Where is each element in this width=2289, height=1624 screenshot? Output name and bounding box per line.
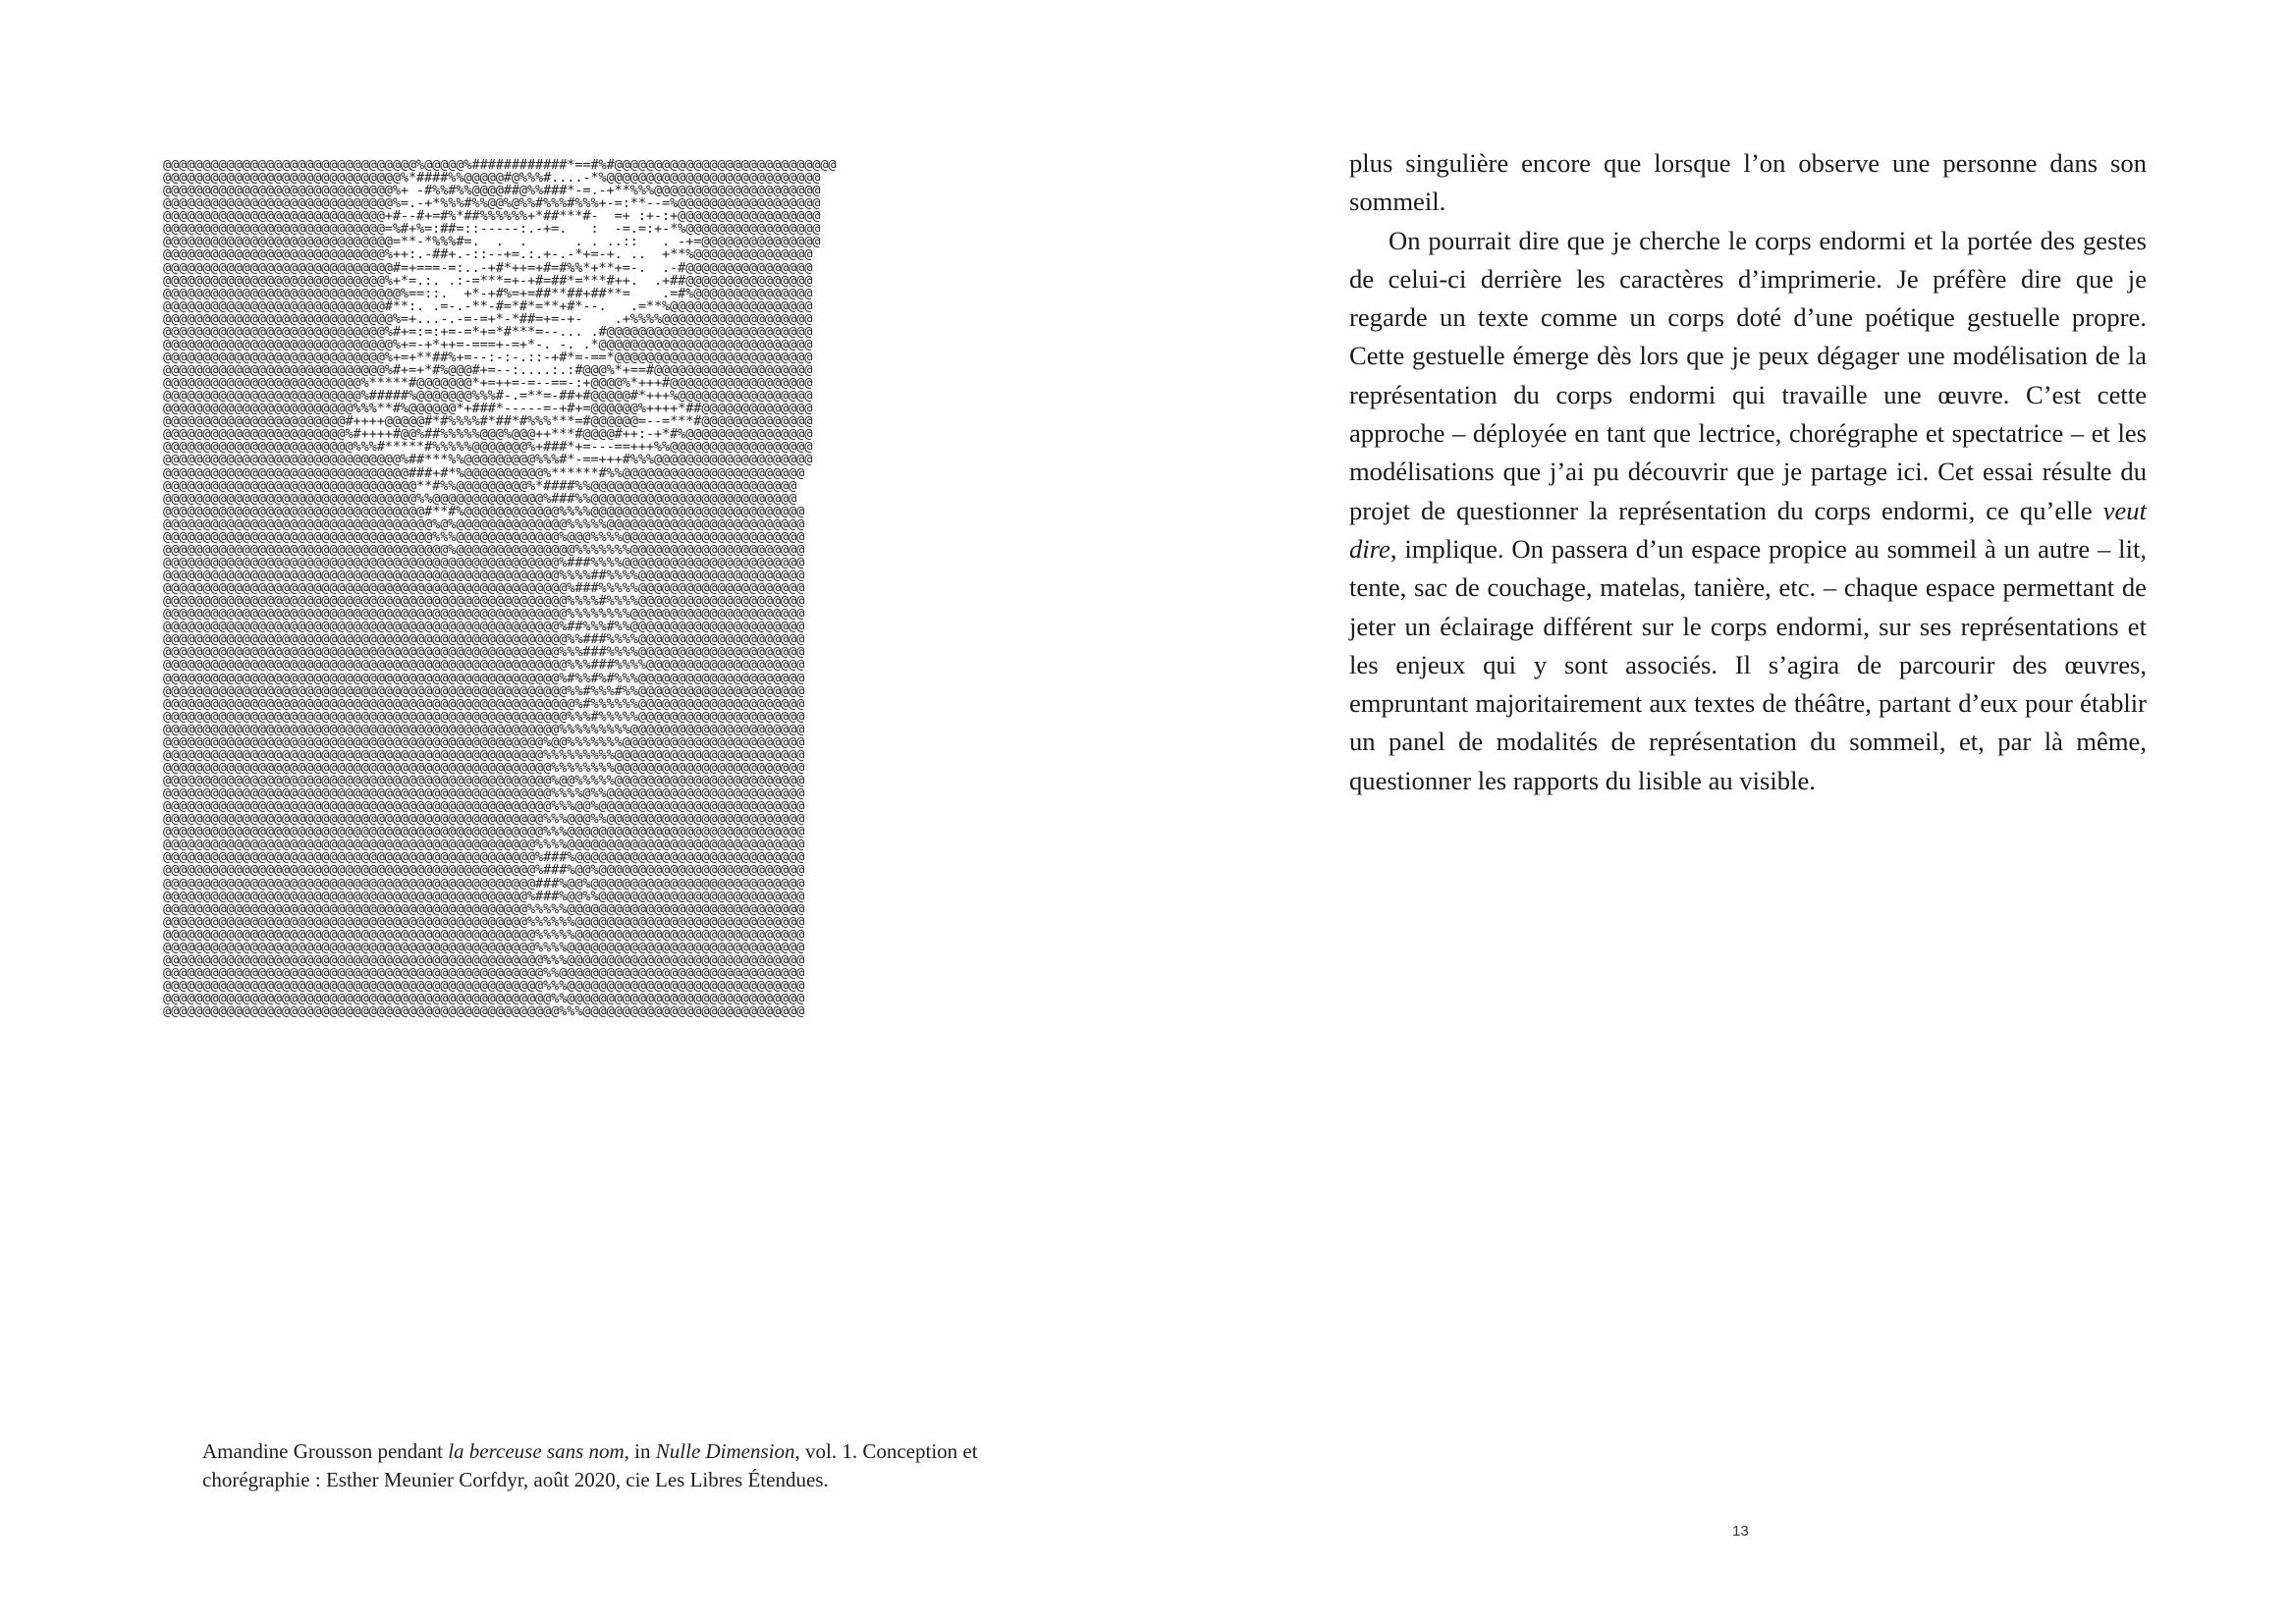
body-text <box>1349 144 2147 800</box>
left-page <box>0 0 1144 1624</box>
paragraph <box>1349 222 2147 800</box>
ascii-art-image: @@@@@@@@@@@@@@@@@@@@@@@@@@@@@@@@%@@@@@%############*==#%#@@@@@@@@@@@@@@@@@@@@@@@@@@@@ @@@@@@@@@@@@@@@@@@@@@@@@@@@@@@%*####%%@@@@@#@%%%#....-*%@@@@@@@@@@@@@@@@@@@@@@@@@@@ @@@@@@@@@@@@@@@@@@@@@@@@@@@@@%+ -#%%#%%@@@@##@%%###*-=.-+**%%%@@@@@@@@@@@@@@@@@@@@@ @@@@@@@@@@@@@@@@@@@@@@@@@@@@@%=.-+*%%%#%%@@%@%%#%%%#%%%+-=:**--=%@@@@@@@@@@@@@@@@@@ @@@@@@@@@@@@@@@@@@@@@@@@@@@@+#--#+=#%*##%%%%%%+*##***#- =+ :+-:+@@@@@@@@@@@@@@@@@@ @@@@@@@@@@@@@@@@@@@@@@@@@@@@=%#+%=:##=::-----:.-+=. : -=.=:+-*%@@@@@@@@@@@@@@@@@ @@@@@@@@@@@@@@@@@@@@@@@@@@@@@=**-*%%%#=. . . . . ..:: . -+=@@@@@@@@@@@@@@@ @@@@@@@@@@@@@@@@@@@@@@@@@@@@%++:.-##+.-::--+=.:.+-.-*+=-+. .. +**%@@@@@@@@@@@@@@@ @@@@@@@@@@@@@@@@@@@@@@@@@@@@@#=+===-=:..-+#*++=+#=#%%*+**+=-. .-#@@@@@@@@@@@@@@@@ @@@@@@@@@@@@@@@@@@@@@@@@@@@@%+*=.:. .:-=***=+-+#=##*=***#++. .+##@@@@@@@@@@@@@@@@ @@@@@@@@@@@@@@@@@@@@@@@@@@@@@@%==::. +*-+#%=+=##**##+##**= .=#%@@@@@@@@@@@@@@@ @@@@@@@@@@@@@@@@@@@@@@@@@@@@#**:. .=-.-**-#=*#*=**+#*--. .=**%@@@@@@@@@@@@@@@@@@ @@@@@@@@@@@@@@@@@@@@@@@@@@@@@%=+...-.-=-=+*-*##=+=-+- .+%%%%@@@@@@@@@@@@@@@@@@@ @@@@@@@@@@@@@@@@@@@@@@@@@@@@%#+=:=:+=-=*+=*#***=--... .#@@@@@@@@@@@@@@@@@@@@@@@@@@ @@@@@@@@@@@@@@@@@@@@@@@@@@@@@%+=-+*++=-===+-=+*-. -. .*@@@@@@@@@@@@@@@@@@@@@@@@@@@ @@@@@@@@@@@@@@@@@@@@@@@@@@@@%+=+**##%+=--:-:-.::-+#*=-==*@@@@@@@@@@@@@@@@@@@@@@@@@ @@@@@@@@@@@@@@@@@@@@@@@@@@@@%#+=+*#%@@@#+=--:....:.:#@@@%*+==#@@@@@@@@@@@@@@@@@@@@ @@@@@@@@@@@@@@@@@@@@@@@@@%*****#@@@@@@@*+=++=-=--==-:+@@@@%*+++#@@@@@@@@@@@@@@@@@@ @@@@@@@@@@@@@@@@@@@@@@@@@%#####%@@@@@@@%%%#-.=**=-##+#@@@@@#*+++%@@@@@@@@@@@@@@@@@ @@@@@@@@@@@@@@@@@@@@@@@@%%%**#%@@@@@@*+###*-----=-+#+=@@@@@@%++++*##@@@@@@@@@@@@@@ @@@@@@@@@@@@@@@@@@@@@@@#++++@@@@@#*#%%%%#*##*#%%%***=#@@@@@@=--=***#@@@@@@@@@@@@@@ @@@@@@@@@@@@@@@@@@@@@@@%#++++#@@%##%%%%%@@@%@@@++***#@@@@#++:-+*#%@@@@@@@@@@@@@@@@ @@@@@@@@@@@@@@@@@@@@@@@@%%%#*****#%%%%%@@@@@@@%+###*+=---==+++%%@@@@@@@@@@@@@@@@@@ @@@@@@@@@@@@@@@@@@@@@@@@@@@@@@%##***%%@@@@@@@@@%%%#*-==+++#%%%@@@@@@@@@@@@@@@@@@@@ @@@@@@@@@@@@@@@@@@@@@@@@@@@@@@@###+#*%@@@@@@@@@@%******#%%@@@@@@@@@@@@@@@@@@@@@@@ @@@@@@@@@@@@@@@@@@@@@@@@@@@@@@@@**#%%@@@@@@@@@%*####%%@@@@@@@@@@@@@@@@@@@@@@@@@@ @@@@@@@@@@@@@@@@@@@@@@@@@@@@@@@@%%@@@@@@@@@@@@@@%###%%@@@@@@@@@@@@@@@@@@@@@@@@@@ @@@@@@@@@@@@@@@@@@@@@@@@@@@@@@@@@#**#%@@@@@@@@@@@@%%%%@@@@@@@@@@@@@@@@@@@@@@@@@@@ @@@@@@@@@@@@@@@@@@@@@@@@@@@@@@@@@@%@%@@@@@@@@@@@@@@%%%%%@@@@@@@@@@@@@@@@@@@@@@@@@ @@@@@@@@@@@@@@@@@@@@@@@@@@@@@@@@@@%%%@@@@@@@@@@@@@%@@@%%%%@@@@@@@@@@@@@@@@@@@@@@@ @@@@@@@@@@@@@@@@@@@@@@@@@@@@@@@@@@@@%@@@@@@@@@@@@@@@%%%%%%%@@@@@@@@@@@@@@@@@@@@@@ @@@@@@@@@@@@@@@@@@@@@@@@@@@@@@@@@@@@@@@@@@@@@@@@@@%###%%%%@@@@@@@@@@@@@@@@@@@@@@@ @@@@@@@@@@@@@@@@@@@@@@@@@@@@@@@@@@@@@@@@@@@@@@@@@@%%%%##%%%%@@@@@@@@@@@@@@@@@@@@@ @@@@@@@@@@@@@@@@@@@@@@@@@@@@@@@@@@@@@@@@@@@@@@@@@@@%###%%%%%@@@@@@@@@@@@@@@@@@@@@ @@@@@@@@@@@@@@@@@@@@@@@@@@@@@@@@@@@@@@@@@@@@@@@@@@@%%%%#%%%%@@@@@@@@@@@@@@@@@@@@@ @@@@@@@@@@@@@@@@@@@@@@@@@@@@@@@@@@@@@@@@@@@@@@@@@@@%%%%%%%%@@@@@@@@@@@@@@@@@@@@@@ @@@@@@@@@@@@@@@@@@@@@@@@@@@@@@@@@@@@@@@@@@@@@@@@@@%##%%%#%%@@@@@@@@@@@@@@@@@@@@@@ @@@@@@@@@@@@@@@@@@@@@@@@@@@@@@@@@@@@@@@@@@@@@@@@@@@%%###%%%%@@@@@@@@@@@@@@@@@@@@@ @@@@@@@@@@@@@@@@@@@@@@@@@@@@@@@@@@@@@@@@@@@@@@@@@@%%%###%%%%@@@@@@@@@@@@@@@@@@@@@ @@@@@@@@@@@@@@@@@@@@@@@@@@@@@@@@@@@@@@@@@@@@@@@@@@@%%%###%%%%@@@@@@@@@@@@@@@@@@@@ @@@@@@@@@@@@@@@@@@@@@@@@@@@@@@@@@@@@@@@@@@@@@@@@@@%#%%#%#%%%@@@@@@@@@@@@@@@@@@@@@ @@@@@@@@@@@@@@@@@@@@@@@@@@@@@@@@@@@@@@@@@@@@@@@@@@@%%#%%%#%%@@@@@@@@@@@@@@@@@@@@@ @@@@@@@@@@@@@@@@@@@@@@@@@@@@@@@@@@@@@@@@@@@@@@@@@@@@%#%%%%%%@@@@@@@@@@@@@@@@@@@@@ @@@@@@@@@@@@@@@@@@@@@@@@@@@@@@@@@@@@@@@@@@@@@@@@@@@%%%#%%%%%@@@@@@@@@@@@@@@@@@@@@ @@@@@@@@@@@@@@@@@@@@@@@@@@@@@@@@@@@@@@@@@@@@@@@@@@%%%%%%%%%@@@@@@@@@@@@@@@@@@@@@@ @@@@@@@@@@@@@@@@@@@@@@@@@@@@@@@@@@@@@@@@@@@@@@@@%@@%%%%%%%@@@@@@@@@@@@@@@@@@@@@@@ @@@@@@@@@@@@@@@@@@@@@@@@@@@@@@@@@@@@@@@@@@@@@@@@%%%%%%%%%@@@@@@@@@@@@@@@@@@@@@@@@ @@@@@@@@@@@@@@@@@@@@@@@@@@@@@@@@@@@@@@@@@@@@@@@@@%%%%%%%%@@@@@@@@@@@@@@@@@@@@@@@@ @@@@@@@@@@@@@@@@@@@@@@@@@@@@@@@@@@@@@@@@@@@@@@@@@%@@%%%%%@@@@@@@@@@@@@@@@@@@@@@@@ @@@@@@@@@@@@@@@@@@@@@@@@@@@@@@@@@@@@@@@@@@@@@@@@@%%%%@%%@@@@@@@@@@@@@@@@@@@@@@@@@ @@@@@@@@@@@@@@@@@@@@@@@@@@@@@@@@@@@@@@@@@@@@@@@@@%%%@@%@@@@@@@@@@@@@@@@@@@@@@@@@@ @@@@@@@@@@@@@@@@@@@@@@@@@@@@@@@@@@@@@@@@@@@@@@@@%%%@@@%%@@@@@@@@@@@@@@@@@@@@@@@@@ @@@@@@@@@@@@@@@@@@@@@@@@@@@@@@@@@@@@@@@@@@@@@@@@%%%@@@@@@@@@@@@@@@@@@@@@@@@@@@@@@ @@@@@@@@@@@@@@@@@@@@@@@@@@@@@@@@@@@@@@@@@@@@@@@%%%%@@@@@@@@@@@@@@@@@@@@@@@@@@@@@@ @@@@@@@@@@@@@@@@@@@@@@@@@@@@@@@@@@@@@@@@@@@@@@@%###%@@@@@@@@@@@@@@@@@@@@@@@@@@@@@ @@@@@@@@@@@@@@@@@@@@@@@@@@@@@@@@@@@@@@@@@@@@@@@%###%@@%@@@@@@@@@@@@@@@@@@@@@@@@@@ @@@@@@@@@@@@@@@@@@@@@@@@@@@@@@@@@@@@@@@@@@@@@@@###%@@%@@@@@@@@@@@@@@@@@@@@@@@@@@@ @@@@@@@@@@@@@@@@@@@@@@@@@@@@@@@@@@@@@@@@@@@@@@%###%@@%%@@@@@@@@@@@@@@@@@@@@@@@@@@ @@@@@@@@@@@@@@@@@@@@@@@@@@@@@@@@@@@@@@@@@@@@@@%%%%%@@@@@@@@@@@@@@@@@@@@@@@@@@@@@@ @@@@@@@@@@@@@@@@@@@@@@@@@@@@@@@@@@@@@@@@@@@@@@%%%%%%@@@@@@@@@@@@@@@@@@@@@@@@@@@@@ @@@@@@@@@@@@@@@@@@@@@@@@@@@@@@@@@@@@@@@@@@@@@@@%%%%%@@@@@@@@@@@@@@@@@@@@@@@@@@@@@ @@@@@@@@@@@@@@@@@@@@@@@@@@@@@@@@@@@@@@@@@@@@@@@%%%%@@@@@@@@@@@@@@@@@@@@@@@@@@@@@@ @@@@@@@@@@@@@@@@@@@@@@@@@@@@@@@@@@@@@@@@@@@@@@@@%%%@@@@@@@@@@@@@@@@@@@@@@@@@@@@@@ @@@@@@@@@@@@@@@@@@@@@@@@@@@@@@@@@@@@@@@@@@@@@@@@%%@@@@@@@@@@@@@@@@@@@@@@@@@@@@@@@ @@@@@@@@@@@@@@@@@@@@@@@@@@@@@@@@@@@@@@@@@@@@@@@@%%%@@@@@@@@@@@@@@@@@@@@@@@@@@@@@@ @@@@@@@@@@@@@@@@@@@@@@@@@@@@@@@@@@@@@@@@@@@@@@@@@%%@@@@@@@@@@@@@@@@@@@@@@@@@@@@@@ @@@@@@@@@@@@@@@@@@@@@@@@@@@@@@@@@@@@@@@@@@@@@@@@@@%%%@@@@@@@@@@@@@@@@@@@@@@@@@@@@ <box>163 159 837 1020</box>
caption-work-title: la berceuse sans nom <box>448 1439 625 1463</box>
caption-series-title: Nulle Dimension <box>655 1439 795 1463</box>
emphasis: veut dire <box>1349 495 2147 564</box>
paragraph-text-1: On pourrait dire que je cherche le corps endormi et la portée des gestes de celui-ci derrière les caractères d’imprimerie. Je préfère dire que je regarde un texte comme un corps doté d’une poétique gestuelle propre. Cette gestuelle émerge dès lors que je peux dégager une modélisation de la représentation du corps endormi qui travaille une œuvre. C’est cette approche – déployée en tant que lectrice, chorégraphe et spectatrice – et les modélisations que j’ai pu découvrir que je partage ici. Cet essai résulte du projet de questionner la représentation du corps endormi, ce qu’elle <box>1349 225 2147 525</box>
figure-caption <box>202 1437 978 1494</box>
caption-text-3: , vol. 1. Conception et chorégraphie : Esther Meunier Corfdyr, août 2020, cie Les Libres Étendues. <box>202 1439 978 1491</box>
paragraph-text-2: , implique. On passera d’un espace propice au sommeil à un autre – lit, tente, sac de couchage, matelas, tanière, etc. – chaque espace permettant de jeter un éclairage différent sur le corps endormi, sur ses représentations et les enjeux qui y sont associés. Il s’agira de parcourir des œuvres, empruntant majoritairement aux textes de théâtre, partant d’eux pour établir un panel de modalités de représentation du sommeil, et, par là même, questionner les rapports du lisible au visible. <box>1349 533 2147 795</box>
caption-text-2: , in <box>624 1439 656 1463</box>
page-number: 13 <box>1732 1523 1749 1540</box>
ascii-art-figure <box>163 159 964 1185</box>
paragraph-continued: plus singulière encore que lorsque l’on observe une personne dans son sommeil. <box>1349 148 2147 217</box>
caption-text-1: Amandine Grousson pendant <box>202 1439 449 1463</box>
